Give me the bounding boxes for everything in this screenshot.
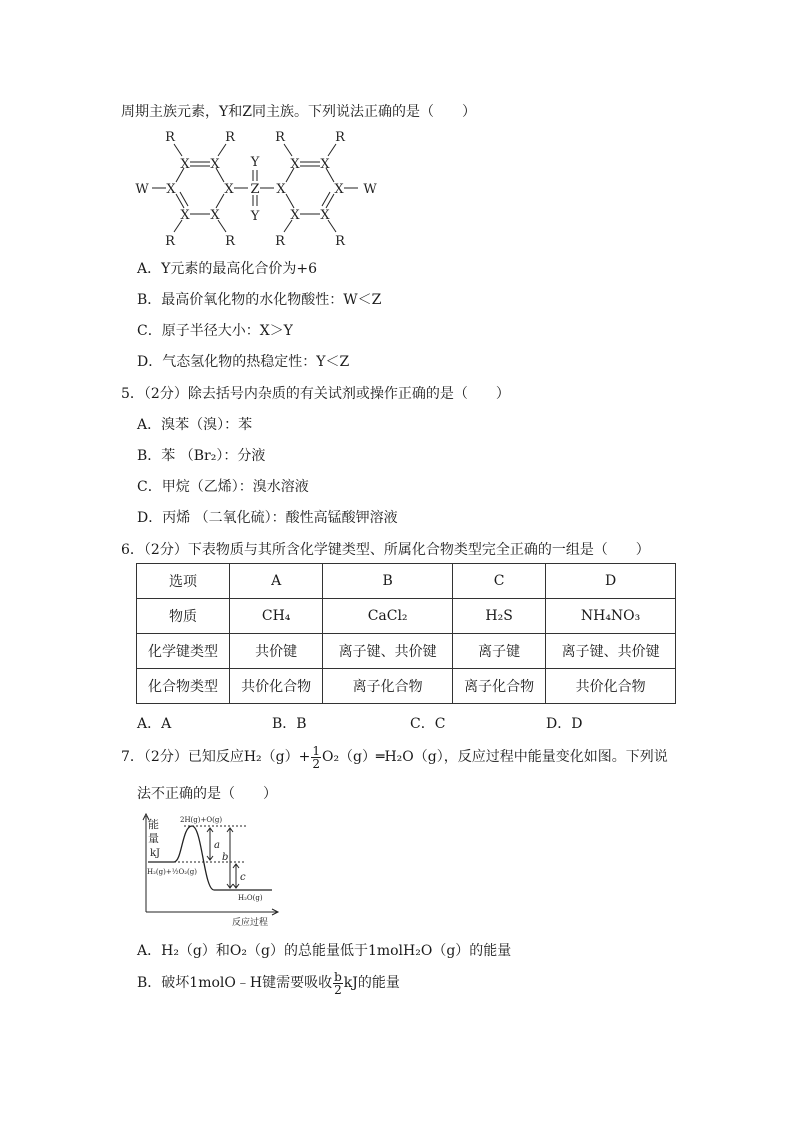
table-cell: 选项 xyxy=(137,564,230,599)
r-label: R xyxy=(275,130,285,145)
table-cell: D xyxy=(546,564,676,599)
x-label: X xyxy=(180,157,190,172)
table-cell: CaCl₂ xyxy=(323,599,453,634)
q6-choice-b: B．B xyxy=(272,716,307,732)
table-cell: 共价化合物 xyxy=(230,669,323,704)
w-label: W xyxy=(363,182,377,197)
q7-fraction xyxy=(311,745,321,770)
q5-stem: 5．（2分）除去括号内杂质的有关试剂或操作正确的是（ ） xyxy=(121,386,510,402)
table-row xyxy=(137,669,676,704)
r-label: R xyxy=(165,234,175,249)
arrow-a-label: a xyxy=(214,840,220,851)
table-cell: 离子化合物 xyxy=(323,669,453,704)
table-cell: 离子化合物 xyxy=(453,669,546,704)
q6-choice-c: C．C xyxy=(410,716,446,732)
fraction-numerator: 1 xyxy=(312,743,320,758)
q4-option-d: D．气态氢化物的热稳定性：Y＜Z xyxy=(137,354,350,370)
start-level-label: H₂(g)+½O₂(g) xyxy=(147,868,197,876)
table-cell: C xyxy=(453,564,546,599)
table-cell: 共价键 xyxy=(230,634,323,669)
q6-choice-d: D．D xyxy=(546,716,583,732)
r-label: R xyxy=(275,234,285,249)
table-cell: 离子键、共价键 xyxy=(323,634,453,669)
q7-energy-diagram xyxy=(138,810,283,928)
table-cell: 共价化合物 xyxy=(546,669,676,704)
q7-stem-part2: O₂（g）═H₂O（g），反应过程中能量变化如图。下列说 xyxy=(321,749,668,765)
q5-option-b: B．苯 （Br₂）：分液 xyxy=(137,448,266,464)
y-axis-label-3: kJ xyxy=(150,848,161,859)
x-label: X xyxy=(224,182,234,197)
q5-option-d: D．丙烯 （二氧化硫）：酸性高锰酸钾溶液 xyxy=(137,510,398,526)
table-cell: 物质 xyxy=(137,599,230,634)
q7-option-b-fraction xyxy=(333,971,343,996)
z-label: Z xyxy=(250,182,260,197)
q6-choice-a: A．A xyxy=(137,716,172,732)
arrow-b-label: b xyxy=(222,852,229,863)
top-level-label: 2H(g)+O(g) xyxy=(180,816,223,824)
q7-option-a: A．H₂（g）和O₂（g）的总能量低于1molH₂O（g）的能量 xyxy=(137,943,512,959)
x-label: X xyxy=(320,208,330,223)
arrow-c-label: c xyxy=(240,872,246,883)
fraction-denominator: 2 xyxy=(312,756,320,771)
x-label: X xyxy=(166,182,176,197)
table-cell: 离子键 xyxy=(453,634,546,669)
y-label: Y xyxy=(250,155,260,170)
q7-option-b-part1: B．破坏1molO﹣H键需要吸收 xyxy=(137,975,333,991)
x-axis-label: 反应过程 xyxy=(232,918,269,928)
q4-structure-diagram xyxy=(130,124,400,254)
q7-option-b xyxy=(137,970,400,996)
table-cell: NH₄NO₃ xyxy=(546,599,676,634)
table-cell: 离子键、共价键 xyxy=(546,634,676,669)
y-axis-label-1: 能 xyxy=(148,818,159,831)
x-label: X xyxy=(210,157,220,172)
x-label: X xyxy=(210,208,220,223)
q5-option-c: C．甲烷（乙烯）：溴水溶液 xyxy=(137,479,309,495)
end-level-label: H₂O(g) xyxy=(238,894,263,902)
table-row xyxy=(137,599,676,634)
fraction-numerator: b xyxy=(334,969,342,984)
table-row xyxy=(137,634,676,669)
r-label: R xyxy=(335,130,345,145)
y-label: Y xyxy=(250,209,260,224)
table-cell: CH₄ xyxy=(230,599,323,634)
table-cell: 化合物类型 xyxy=(137,669,230,704)
q4-option-c: C．原子半径大小：X＞Y xyxy=(137,323,293,339)
x-label: X xyxy=(180,208,190,223)
q4-option-a: A．Y元素的最高化合价为+6 xyxy=(137,261,317,277)
x-label: X xyxy=(290,208,300,223)
q7-option-b-part2: kJ的能量 xyxy=(343,975,400,991)
table-cell: A xyxy=(230,564,323,599)
table-cell: B xyxy=(323,564,453,599)
r-label: R xyxy=(225,234,235,249)
r-label: R xyxy=(225,130,235,145)
x-label: X xyxy=(320,157,330,172)
q6-table xyxy=(136,563,676,704)
q7-stem-part1: 7．（2分）已知反应H₂（g）+ xyxy=(121,749,311,765)
x-label: X xyxy=(276,182,286,197)
q7-stem-line2: 法不正确的是（ ） xyxy=(137,786,277,802)
r-label: R xyxy=(335,234,345,249)
x-label: X xyxy=(334,182,344,197)
q5-option-a: A．溴苯（溴）：苯 xyxy=(137,417,253,433)
q6-stem: 6．（2分）下表物质与其所含化学键类型、所属化合物类型完全正确的一组是（ ） xyxy=(121,542,650,558)
fraction-denominator: 2 xyxy=(334,982,342,997)
q4-option-b: B．最高价氧化物的水化物酸性：W＜Z xyxy=(137,292,382,308)
r-label: R xyxy=(165,130,175,145)
w-label: W xyxy=(135,182,149,197)
table-cell: H₂S xyxy=(453,599,546,634)
y-axis-label-2: 量 xyxy=(148,832,159,845)
table-row xyxy=(137,564,676,599)
q7-stem xyxy=(121,744,668,770)
table-cell: 化学键类型 xyxy=(137,634,230,669)
q4-stem-tail: 周期主族元素，Y和Z同主族。下列说法正确的是（ ） xyxy=(121,104,476,120)
x-label: X xyxy=(290,157,300,172)
